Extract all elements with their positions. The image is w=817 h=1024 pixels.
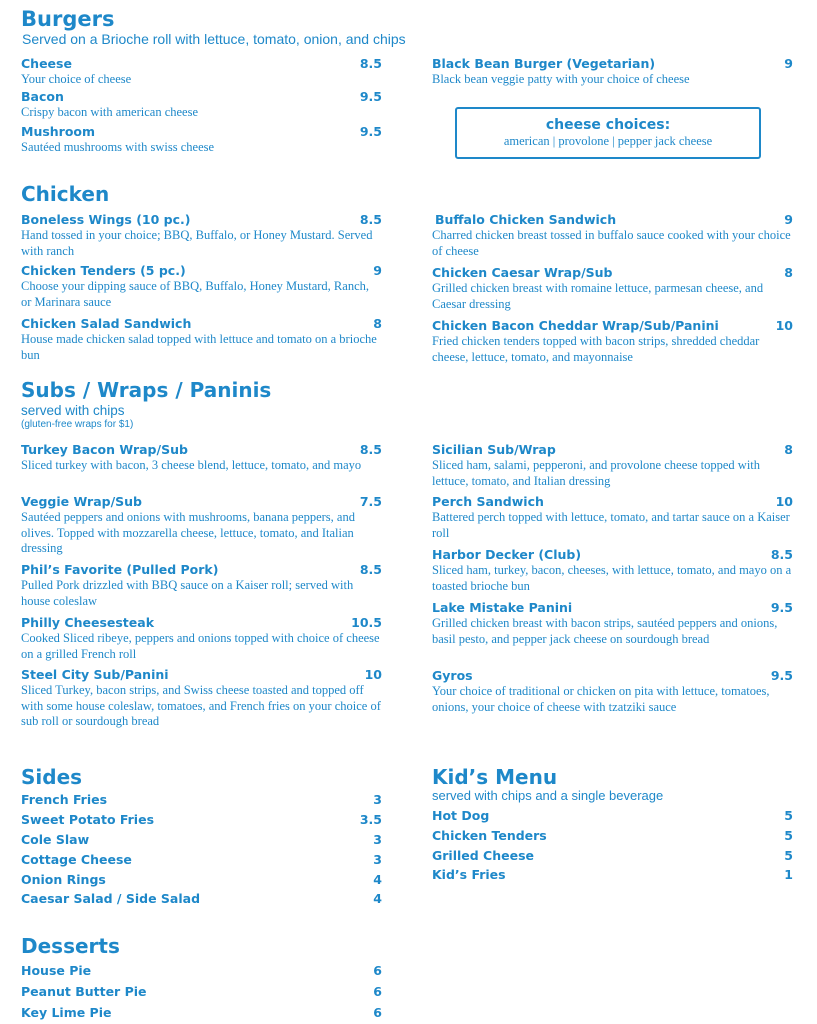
item-description: Sautéed mushrooms with swiss cheese xyxy=(21,140,215,154)
item-name: Chicken Tenders (5 pc.) xyxy=(21,263,186,278)
item-description: Fried chicken tenders topped with bacon strips, shredded cheddar cheese, lettuce, tomato, and mayonnaise xyxy=(432,334,760,364)
item-description: Sautéed peppers and onions with mushrooms, banana peppers, and olives. Topped with mozzarella cheese, lettuce, tomato, and Italian dressing xyxy=(21,510,355,555)
menu-item xyxy=(21,442,382,474)
menu-item xyxy=(432,848,793,864)
item-price: 9 xyxy=(784,212,793,227)
item-name: Kid’s Fries xyxy=(432,867,506,882)
item-name: Cottage Cheese xyxy=(21,852,132,867)
item-name: Boneless Wings (10 pc.) xyxy=(21,212,191,227)
item-name: Phil’s Favorite (Pulled Pork) xyxy=(21,562,219,577)
item-name: Cole Slaw xyxy=(21,832,90,847)
menu-item xyxy=(21,812,382,828)
item-description: Sliced ham, turkey, bacon, cheeses, with lettuce, tomato, and mayo on a toasted brioche bun xyxy=(432,563,792,593)
menu-item xyxy=(21,1005,382,1021)
item-price: 5 xyxy=(784,848,793,863)
menu-item xyxy=(21,891,382,907)
subs-note: (gluten-free wraps for $1) xyxy=(21,419,134,430)
menu-item xyxy=(432,828,793,844)
item-price: 3.5 xyxy=(359,812,382,827)
item-description: Black bean veggie patty with your choice of cheese xyxy=(432,72,690,86)
item-price: 8.5 xyxy=(359,562,382,577)
item-price: 5 xyxy=(784,828,793,843)
item-name: Philly Cheesesteak xyxy=(21,615,155,630)
item-price: 8.5 xyxy=(359,56,382,71)
item-price: 3 xyxy=(373,832,382,847)
item-name: Mushroom xyxy=(21,124,96,139)
menu-item xyxy=(21,832,382,848)
item-name: Onion Rings xyxy=(21,872,106,887)
item-name: Harbor Decker (Club) xyxy=(432,547,582,562)
menu-item xyxy=(21,667,382,730)
menu-item xyxy=(21,984,382,1000)
sides-heading: Sides xyxy=(21,765,83,789)
item-price: 9.5 xyxy=(359,89,382,104)
item-description: Sliced Turkey, bacon strips, and Swiss cheese toasted and topped off with some house coleslaw, tomatoes, and French fries on your choice of sub roll or sourdough bread xyxy=(21,683,381,728)
item-price: 7.5 xyxy=(359,494,382,509)
item-name: Sicilian Sub/Wrap xyxy=(432,442,556,457)
item-name: Veggie Wrap/Sub xyxy=(21,494,143,509)
menu-item xyxy=(21,56,382,88)
item-name: Grilled Cheese xyxy=(432,848,535,863)
subs-heading: Subs / Wraps / Paninis xyxy=(21,378,272,402)
menu-item xyxy=(21,316,382,363)
item-description: Grilled chicken breast with bacon strips, sautéed peppers and onions, basil pesto, and pepper jack cheese on sourdough bread xyxy=(432,616,778,646)
item-price: 10 xyxy=(775,318,793,333)
item-price: 8 xyxy=(784,265,793,280)
item-name: House Pie xyxy=(21,963,92,978)
menu-item xyxy=(432,808,793,824)
menu-item xyxy=(21,963,382,979)
item-description: Sliced turkey with bacon, 3 cheese blend, lettuce, tomato, and mayo xyxy=(21,458,362,472)
menu-item xyxy=(21,562,382,609)
item-name: Peanut Butter Pie xyxy=(21,984,147,999)
item-price: 8 xyxy=(373,316,382,331)
item-price: 10.5 xyxy=(351,615,382,630)
item-name: Perch Sandwich xyxy=(432,494,544,509)
item-description: Sliced ham, salami, pepperoni, and provolone cheese topped with lettuce, tomato, and Italian dressing xyxy=(432,458,761,488)
item-description: Charred chicken breast tossed in buffalo sauce cooked with your choice of cheese xyxy=(432,228,791,258)
item-name: Bacon xyxy=(21,89,64,104)
burgers-heading: Burgers xyxy=(21,7,115,31)
kids-heading: Kid’s Menu xyxy=(432,765,558,789)
item-description: Your choice of cheese xyxy=(21,72,132,86)
item-description: Choose your dipping sauce of BBQ, Buffalo, Honey Mustard, Ranch, or Marinara sauce xyxy=(21,279,369,309)
item-description: Hand tossed in your choice; BBQ, Buffalo, or Honey Mustard. Served with ranch xyxy=(21,228,373,258)
item-name: Chicken Caesar Wrap/Sub xyxy=(432,265,613,280)
menu-item xyxy=(432,668,793,715)
item-price: 9.5 xyxy=(359,124,382,139)
item-price: 6 xyxy=(373,984,382,999)
item-description: Grilled chicken breast with romaine lettuce, parmesan cheese, and Caesar dressing xyxy=(432,281,764,311)
item-name: Black Bean Burger (Vegetarian) xyxy=(432,56,656,71)
item-name: Turkey Bacon Wrap/Sub xyxy=(21,442,188,457)
menu-item xyxy=(21,89,382,121)
item-description: Crispy bacon with american cheese xyxy=(21,105,199,119)
item-name: Steel City Sub/Panini xyxy=(21,667,169,682)
item-price: 9 xyxy=(373,263,382,278)
item-description: House made chicken salad topped with lettuce and tomato on a brioche bun xyxy=(21,332,377,362)
menu-item xyxy=(21,494,382,557)
item-price: 1 xyxy=(784,867,793,882)
item-name: Key Lime Pie xyxy=(21,1005,112,1020)
item-price: 8 xyxy=(784,442,793,457)
menu-item xyxy=(432,547,793,594)
item-price: 10 xyxy=(364,667,382,682)
menu-item xyxy=(432,56,793,88)
menu-item xyxy=(432,442,793,489)
item-name: Hot Dog xyxy=(432,808,490,823)
item-name: Gyros xyxy=(432,668,473,683)
item-price: 10 xyxy=(775,494,793,509)
item-price: 9 xyxy=(784,56,793,71)
item-description: Your choice of traditional or chicken on pita with lettuce, tomatoes, onions, your choice of cheese with tzatziki sauce xyxy=(432,684,770,714)
cheese-choices-title: cheese choices: xyxy=(545,117,671,133)
chicken-heading: Chicken xyxy=(21,182,110,206)
desserts-heading: Desserts xyxy=(21,934,120,958)
item-price: 6 xyxy=(373,963,382,978)
menu-item xyxy=(432,600,793,647)
menu-item xyxy=(432,212,793,259)
kids-subtitle: served with chips and a single beverage xyxy=(432,788,664,803)
item-price: 3 xyxy=(373,792,382,807)
menu-item xyxy=(432,867,793,883)
item-price: 9.5 xyxy=(770,600,793,615)
menu-item xyxy=(21,263,382,310)
cheese-choices-list: american | provolone | pepper jack cheese xyxy=(503,134,713,148)
subs-subtitle: served with chips xyxy=(21,403,125,418)
menu-item xyxy=(21,852,382,868)
item-price: 8.5 xyxy=(359,212,382,227)
menu-item xyxy=(432,494,793,541)
item-description: Cooked Sliced ribeye, peppers and onions topped with choice of cheese on a grilled French roll xyxy=(21,631,380,661)
item-name: Lake Mistake Panini xyxy=(432,600,573,615)
item-name: Chicken Bacon Cheddar Wrap/Sub/Panini xyxy=(432,318,719,333)
item-description: Battered perch topped with lettuce, tomato, and tartar sauce on a Kaiser roll xyxy=(432,510,790,540)
menu-item xyxy=(432,265,793,312)
item-name: Chicken Tenders xyxy=(432,828,547,843)
menu-item xyxy=(21,615,382,662)
item-price: 6 xyxy=(373,1005,382,1020)
burgers-subtitle: Served on a Brioche roll with lettuce, tomato, onion, and chips xyxy=(22,31,406,47)
item-price: 8.5 xyxy=(359,442,382,457)
item-name: Chicken Salad Sandwich xyxy=(21,316,192,331)
item-price: 4 xyxy=(373,891,382,906)
item-description: Pulled Pork drizzled with BBQ sauce on a Kaiser roll; served with house coleslaw xyxy=(21,578,354,608)
item-price: 3 xyxy=(373,852,382,867)
menu-item xyxy=(21,124,382,156)
item-name: Cheese xyxy=(21,56,72,71)
item-price: 5 xyxy=(784,808,793,823)
item-name: Sweet Potato Fries xyxy=(21,812,155,827)
menu-item xyxy=(21,872,382,888)
cheese-choices-box xyxy=(455,107,761,159)
menu-item xyxy=(432,318,793,365)
item-price: 4 xyxy=(373,872,382,887)
item-price: 9.5 xyxy=(770,668,793,683)
item-name: Caesar Salad / Side Salad xyxy=(21,891,201,906)
item-price: 8.5 xyxy=(770,547,793,562)
menu-item xyxy=(21,792,382,808)
item-name: French Fries xyxy=(21,792,108,807)
menu-item xyxy=(21,212,382,259)
item-name: Buffalo Chicken Sandwich xyxy=(435,212,617,227)
